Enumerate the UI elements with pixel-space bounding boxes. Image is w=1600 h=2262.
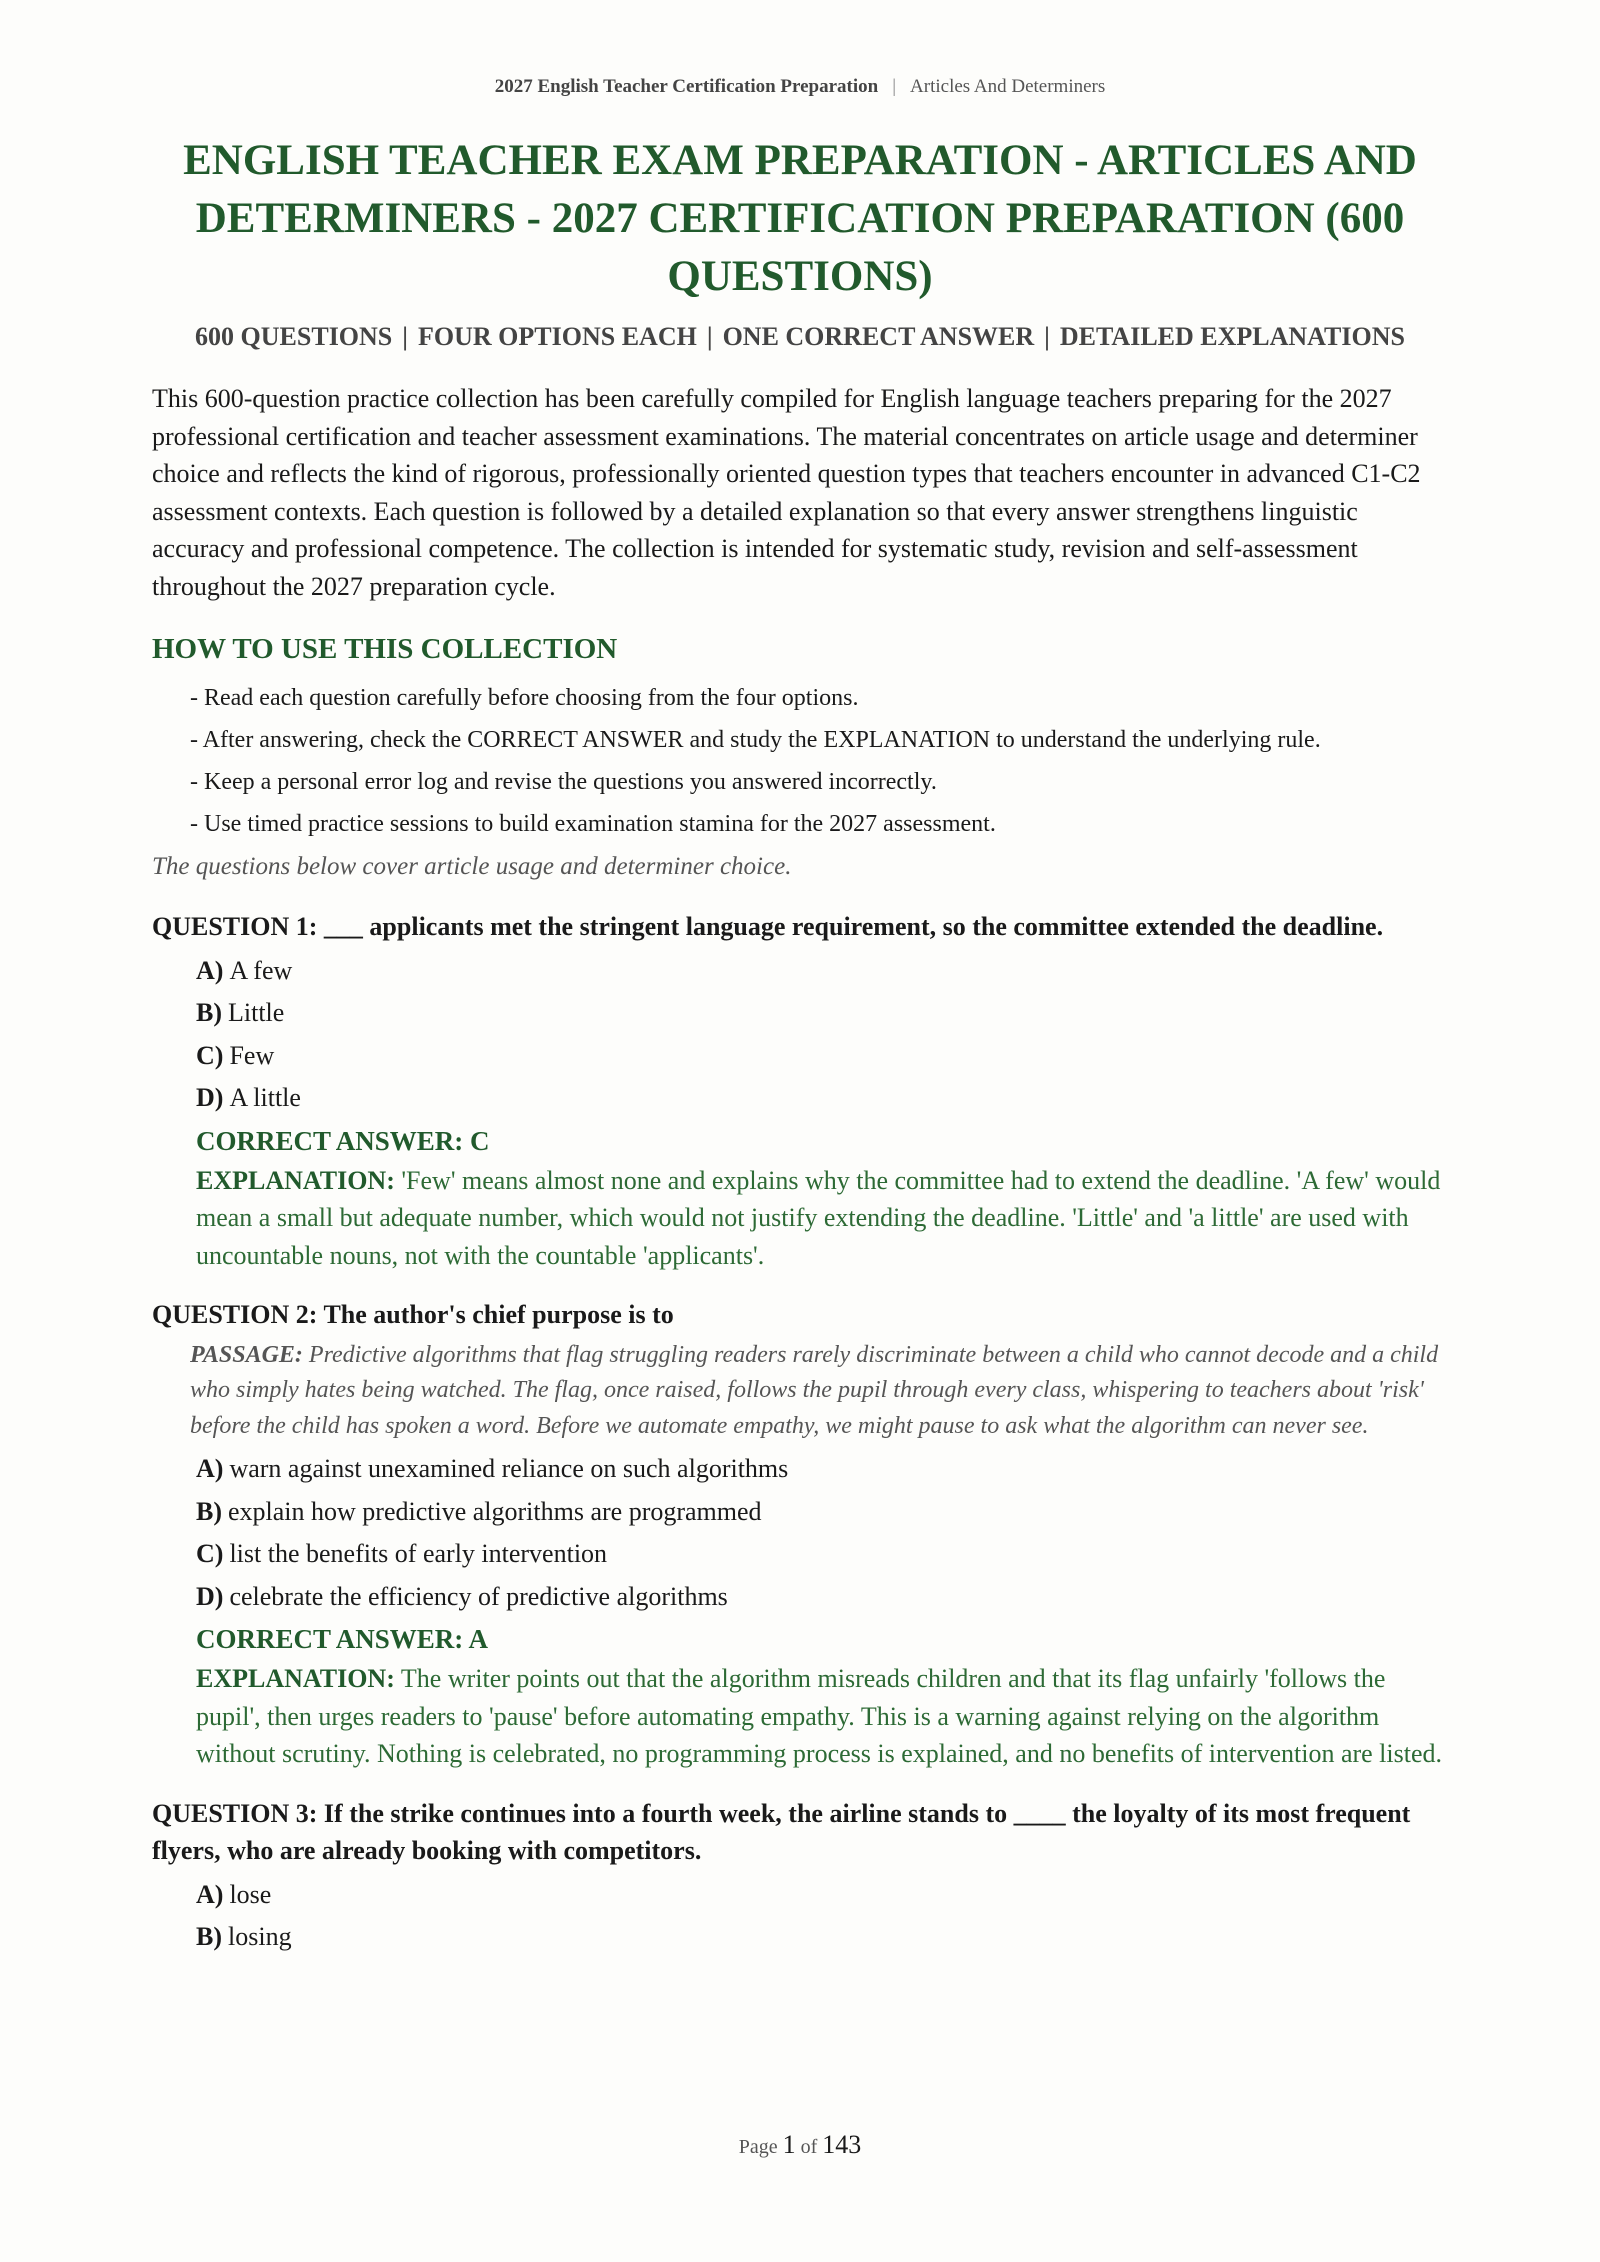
page-total: 143 <box>822 2130 862 2159</box>
of-word: of <box>800 2136 818 2158</box>
option-letter: B) <box>196 998 222 1027</box>
subtitle-item: 600 QUESTIONS <box>195 322 393 351</box>
question-1 <box>152 908 1442 1274</box>
option-text: celebrate the efficiency of predictive algorithms <box>229 1581 728 1611</box>
option-b <box>196 1916 1442 1959</box>
subtitle-item: FOUR OPTIONS EACH <box>418 322 697 351</box>
option-a <box>196 950 1442 993</box>
option-letter: A) <box>196 1879 224 1909</box>
how-to-item: - Keep a personal error log and revise the questions you answered incorrectly. <box>190 769 937 795</box>
option-letter: D) <box>196 1083 224 1112</box>
option-letter: C) <box>196 1539 224 1568</box>
how-to-item: - After answering, check the CORRECT ANSWER and study the EXPLANATION to understand the underlying rule. <box>190 727 1321 753</box>
explanation-label: EXPLANATION: <box>196 1165 395 1195</box>
subtitle-separator: | <box>402 322 409 351</box>
question-stem: QUESTION 2: The author's chief purpose is to <box>152 1300 674 1329</box>
document-title: ENGLISH TEACHER EXAM PREPARATION - ARTICLES AND DETERMINERS - 2027 CERTIFICATION PREPARATION (600 QUESTIONS) <box>183 137 1417 300</box>
option-letter: A) <box>196 1454 224 1483</box>
option-letter: B) <box>196 1922 222 1951</box>
option-letter: A) <box>196 955 224 985</box>
header-series-title: 2027 English Teacher Certification Preparation <box>494 76 879 97</box>
correct-answer: CORRECT ANSWER: A <box>196 1624 489 1654</box>
answer-options <box>152 950 1442 1120</box>
option-letter: B) <box>196 1496 222 1526</box>
option-text: Little <box>228 998 285 1027</box>
how-to-item: - Read each question carefully before choosing from the four options. <box>190 685 859 711</box>
option-text: A little <box>229 1083 301 1112</box>
page-number: 1 <box>782 2130 796 2159</box>
explanation <box>196 1660 1442 1773</box>
option-b <box>196 1491 1442 1534</box>
subtitle-item: ONE CORRECT ANSWER <box>722 322 1035 351</box>
question-3 <box>152 1795 1442 1959</box>
passage-text: Predictive algorithms that flag struggling readers rarely discriminate between a child who cannot decode and a child who simply hates being watched. The flag, once raised, follows the pupil through every class, whispering to teachers about 'risk' before the child has spoken a word. Before we automate empathy, we might pause to ask what the algorithm can never see. <box>190 1341 1439 1439</box>
question-stem: QUESTION 3: If the strike continues into a fourth week, the airline stands to ____ the loyalty of its most frequent flyers, who are already booking with competitors. <box>152 1798 1411 1865</box>
option-b <box>196 992 1442 1035</box>
subtitle-item: DETAILED EXPLANATIONS <box>1059 322 1405 351</box>
explanation <box>196 1162 1442 1275</box>
option-text: Few <box>229 1040 275 1070</box>
option-text: A few <box>229 955 293 985</box>
option-d <box>196 1576 1442 1619</box>
running-header <box>0 76 1600 98</box>
coverage-note: The questions below cover article usage and determiner choice. <box>152 853 792 880</box>
subtitle-features <box>100 322 1500 352</box>
option-text: losing <box>228 1922 292 1951</box>
main-content <box>152 380 1442 1959</box>
how-to-item: - Use timed practice sessions to build examination stamina for the 2027 assessment. <box>190 811 996 837</box>
intro-paragraph: This 600-question practice collection has been carefully compiled for English language teachers preparing for the 2027 professional certification and teacher assessment examinations. The material concentrates on article usage and determiner choice and reflects the kind of rigorous, professionally oriented question types that teachers encounter in advanced C1-C2 assessment contexts. Each question is followed by a detailed explanation so that every answer strengthens linguistic accuracy and professional competence. The collection is intended for systematic study, revision and self-assessment throughout the 2027 preparation cycle. <box>152 384 1421 601</box>
answer-options <box>152 1448 1442 1618</box>
reading-passage <box>190 1338 1442 1445</box>
header-topic: Articles And Determiners <box>910 76 1106 97</box>
passage-label: PASSAGE: <box>190 1341 303 1368</box>
option-text: warn against unexamined reliance on such algorithms <box>229 1454 789 1483</box>
option-text: lose <box>229 1879 272 1909</box>
how-to-list <box>152 680 1442 842</box>
how-to-heading: HOW TO USE THIS COLLECTION <box>152 633 618 665</box>
option-a <box>196 1448 1442 1491</box>
explanation-label: EXPLANATION: <box>196 1664 395 1693</box>
option-letter: C) <box>196 1040 224 1070</box>
option-text: list the benefits of early intervention <box>229 1539 608 1568</box>
option-text: explain how predictive algorithms are programmed <box>228 1496 762 1526</box>
subtitle-separator: | <box>706 322 713 351</box>
option-c <box>196 1035 1442 1078</box>
correct-answer: CORRECT ANSWER: C <box>196 1125 490 1156</box>
explanation-text: 'Few' means almost none and explains why the committee had to extend the deadline. 'A few' would mean a small but adequate number, which would not justify extending the deadline. 'Little' and 'a little' are used with uncountable nouns, not with the countable 'applicants'. <box>196 1165 1441 1270</box>
answer-options <box>152 1874 1442 1959</box>
option-c <box>196 1533 1442 1576</box>
page-footer <box>0 2130 1600 2160</box>
header-separator: | <box>892 76 897 97</box>
option-d <box>196 1077 1442 1120</box>
question-2 <box>152 1296 1442 1773</box>
question-stem: QUESTION 1: ___ applicants met the stringent language requirement, so the committee extended the deadline. <box>152 912 1384 941</box>
subtitle-separator: | <box>1044 322 1050 351</box>
explanation-text: The writer points out that the algorithm misreads children and that its flag unfairly 'follows the pupil', then urges readers to 'pause' before automating empathy. This is a warning against relying on the algorithm without scrutiny. Nothing is celebrated, no programming process is explained, and no benefits of intervention are listed. <box>196 1664 1443 1768</box>
option-letter: D) <box>196 1581 224 1611</box>
option-a <box>196 1874 1442 1917</box>
page-word: Page <box>738 2136 778 2158</box>
